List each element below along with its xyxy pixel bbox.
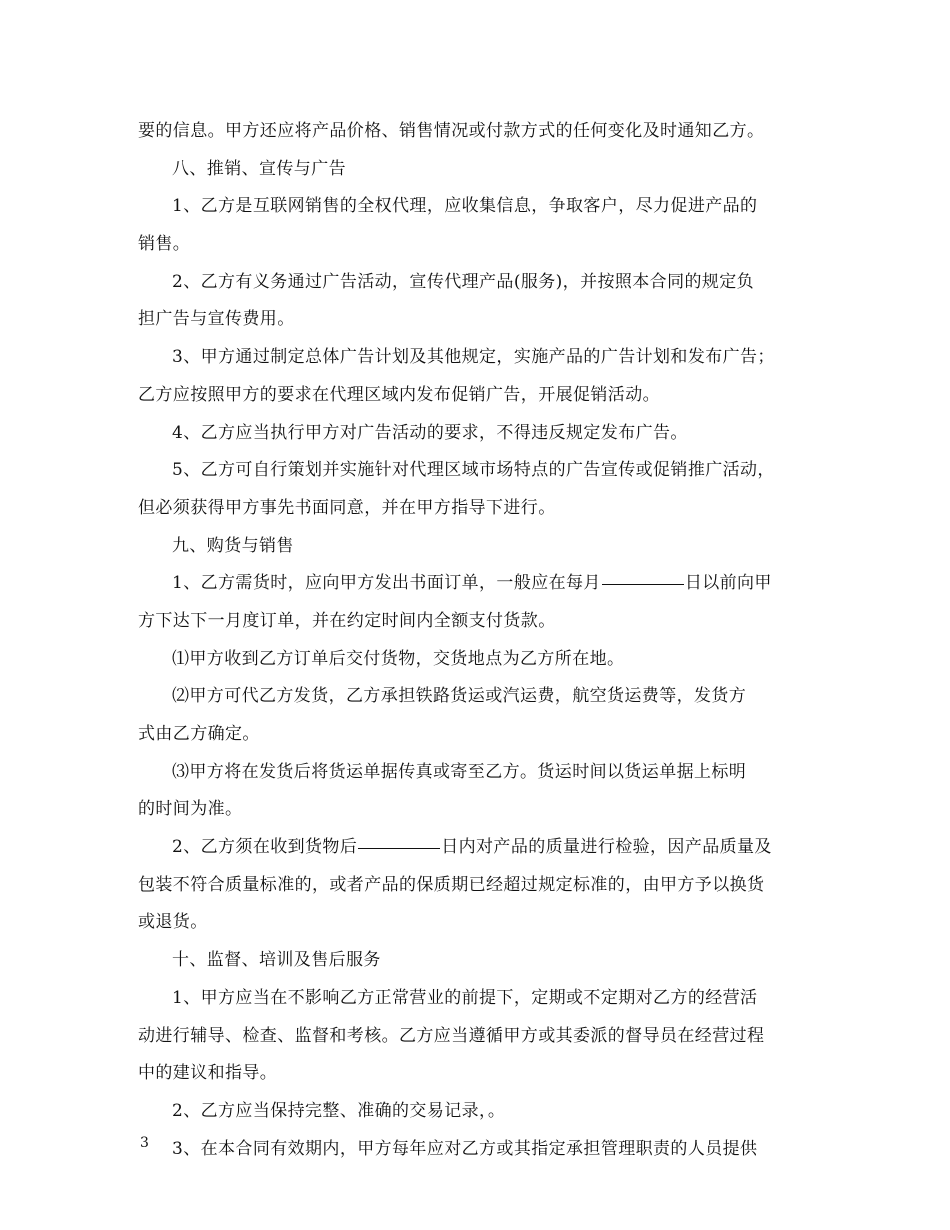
paragraph-line: 销售。: [138, 234, 191, 255]
paragraph-line: 乙方应按照甲方的要求在代理区域内发布促销广告，开展促销活动。: [138, 384, 660, 405]
paragraph-line: 要的信息。甲方还应将产品价格、销售情况或付款方式的任何变化及时通知乙方。: [138, 121, 765, 141]
section-heading: 八、推销、宣传与广告: [172, 158, 346, 179]
paragraph-line: 的时间为准。: [138, 799, 243, 820]
paragraph-line: ⑴甲方收到乙方订单后交付货物，交货地点为乙方所在地。: [172, 648, 625, 669]
paragraph-line: 但必须获得甲方事先书面同意，并在甲方指导下进行。: [138, 497, 556, 518]
page-number: 3: [140, 1135, 149, 1151]
paragraph-line: 3、在本合同有效期内，甲方每年应对乙方或其指定承担管理职责的人员提供: [172, 1138, 758, 1159]
paragraph-line: 5、乙方可自行策划并实施针对代理区域市场特点的广告宣传或促销推广活动，: [172, 460, 775, 481]
paragraph-line: 或退货。: [138, 912, 208, 933]
paragraph-line: [138, 829, 818, 867]
paragraph-line: ⑶甲方将在发货后将货运单据传真或寄至乙方。货运时间以货运单据上标明: [172, 761, 747, 782]
paragraph-line: 动进行辅导、检查、监督和考核。乙方应当遵循甲方或其委派的督导员在经营过程: [138, 1025, 765, 1046]
paragraph-line: 4、乙方应当执行甲方对广告活动的要求，不得违反规定发布广告。: [172, 422, 688, 443]
document-body: [138, 113, 818, 1168]
line-text: 1、乙方需货时，应向甲方发出书面订单，一般应在每月: [172, 573, 601, 594]
paragraph-line: 1、乙方是互联网销售的全权代理，应收集信息，争取客户，尽力促进产品的: [172, 196, 758, 217]
fill-in-blank: [358, 830, 440, 849]
section-heading: 十、监督、培训及售后服务: [172, 950, 381, 971]
line-text: 日以前向甲: [684, 573, 772, 594]
line-text: 日内对产品的质量进行检验，因产品质量及: [441, 837, 772, 858]
paragraph-line: 包装不符合质量标准的，或者产品的保质期已经超过规定标准的，由甲方予以换货: [138, 874, 765, 895]
paragraph-line: 2、乙方应当保持完整、准确的交易记录，。: [172, 1100, 506, 1121]
paragraph-line: 中的建议和指导。: [138, 1063, 278, 1084]
paragraph-line: 1、甲方应当在不影响乙方正常营业的前提下，定期或不定期对乙方的经营活: [172, 987, 758, 1008]
paragraph-line: 方下达下一月度订单，并在约定时间内全额支付货款。: [138, 610, 556, 631]
section-heading: 九、购货与销售: [172, 535, 294, 556]
paragraph-line: ⑵甲方可代乙方发货，乙方承担铁路货运或汽运费，航空货运费等，发货方: [172, 686, 747, 707]
paragraph-line: 担广告与宣传费用。: [138, 309, 295, 330]
fill-in-blank: [602, 566, 684, 585]
paragraph-line: 3、甲方通过制定总体广告计划及其他规定，实施产品的广告计划和发布广告；: [172, 347, 775, 368]
line-text: 2、乙方须在收到货物后: [172, 837, 358, 858]
paragraph-line: 2、乙方有义务通过广告活动，宣传代理产品(服务)，并按照本合同的规定负: [172, 271, 755, 292]
paragraph-line: 式由乙方确定。: [138, 724, 260, 744]
paragraph-line: [138, 565, 818, 603]
